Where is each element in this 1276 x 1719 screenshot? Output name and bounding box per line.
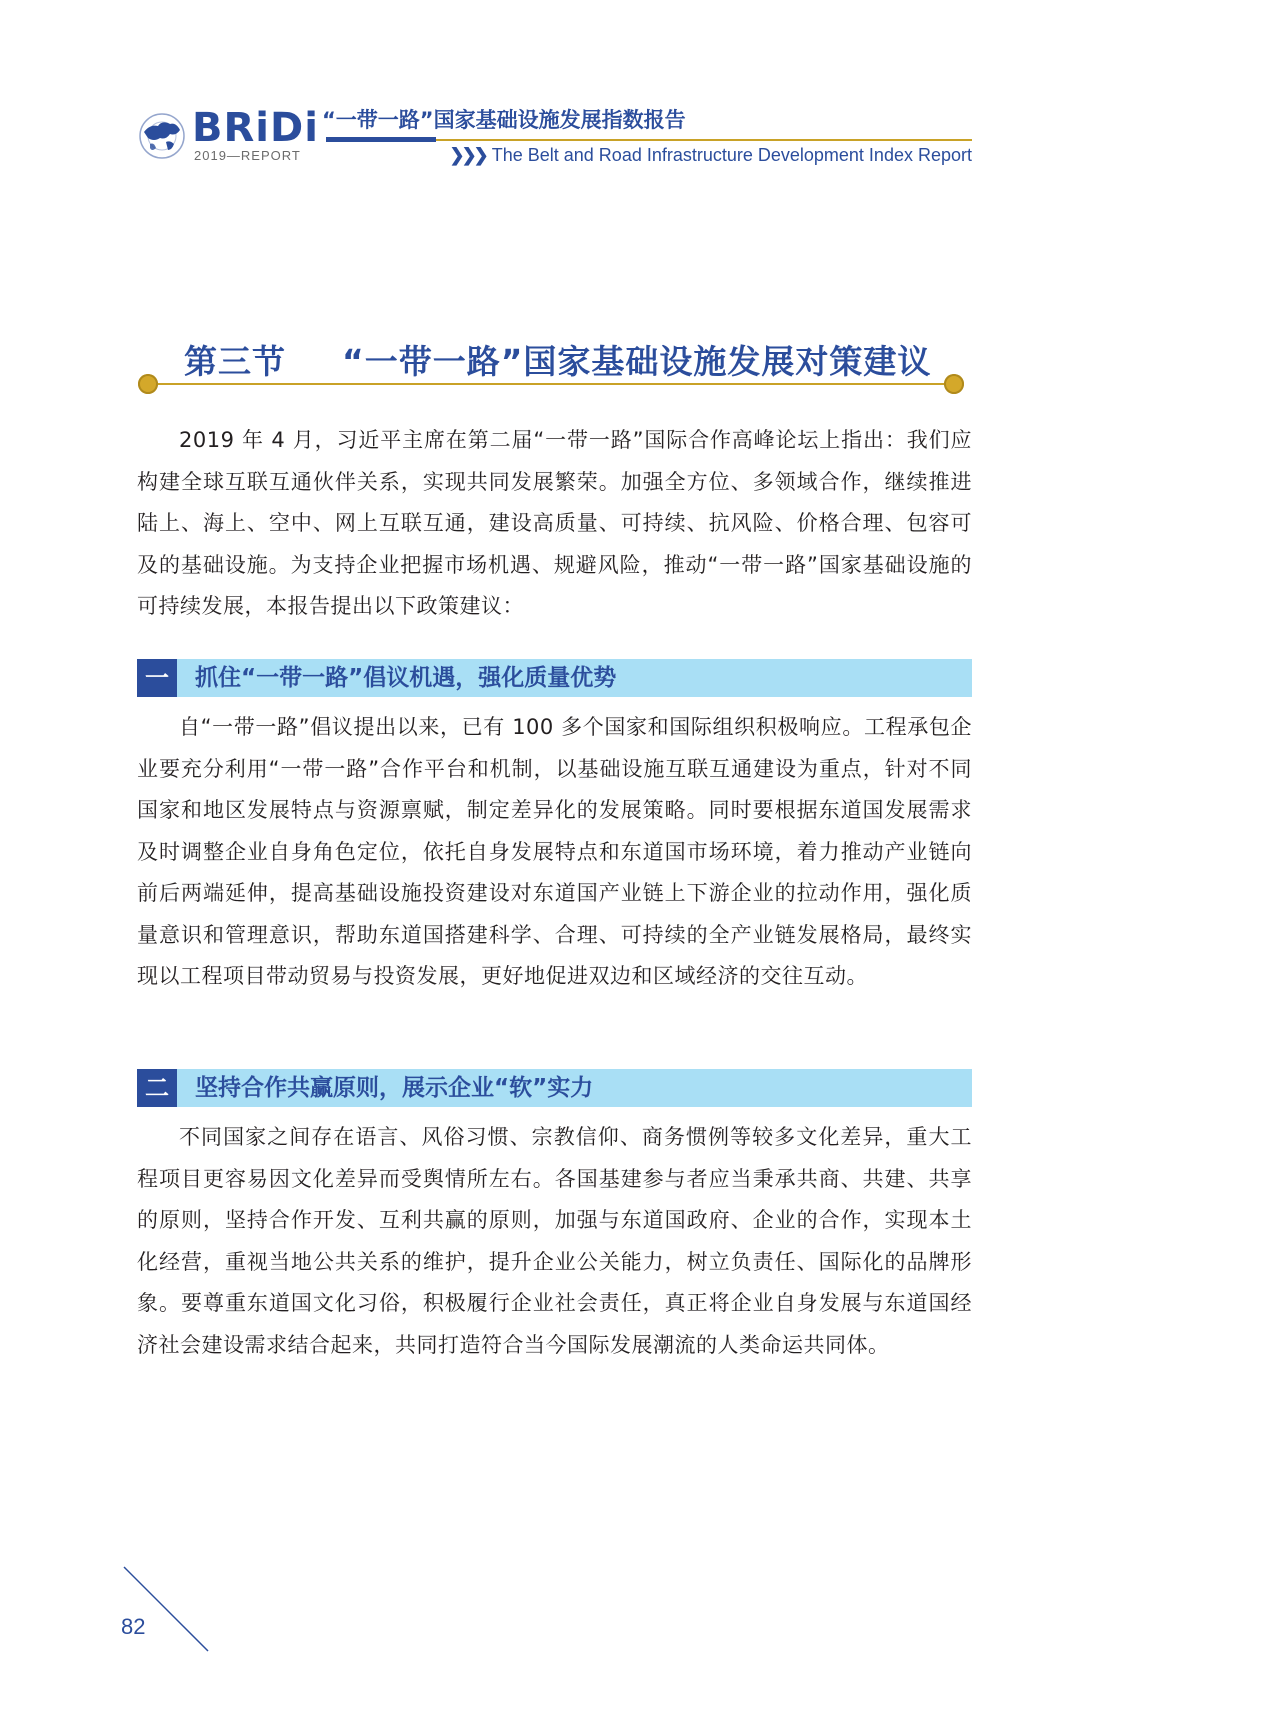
subsection-title: 抓住“一带一路”倡议机遇，强化质量优势: [195, 665, 617, 691]
subsection-title: 坚持合作共赢原则，展示企业“软”实力: [195, 1075, 594, 1101]
bridi-logo: [136, 104, 319, 166]
logo-text: BRiDi: [192, 105, 319, 151]
section-divider: [148, 383, 954, 385]
subsection-body-2: 不同国家之间存在语言、风俗习惯、宗教信仰、商务惯例等较多文化差异，重大工程项目更容易因文化差异而受舆情所左右。各国基建参与者应当秉承共商、共建、共享的原则，坚持合作开发、互利共赢的原则，加强与东道国政府、企业的合作，实现本土化经营，重视当地公共关系的维护，提升企业公关能力，树立负责任、国际化的品牌形象。要尊重东道国文化习俗，积极履行企业社会责任，真正将企业自身发展与东道国经济社会建设需求结合起来，共同打造符合当今国际发展潮流的人类命运共同体。: [137, 1125, 972, 1357]
globe-icon: [136, 106, 192, 162]
section-number: 第三节: [184, 342, 286, 381]
section-title: [184, 336, 931, 383]
report-title-en: [449, 145, 972, 166]
header-rule-accent: [326, 137, 436, 142]
report-title-en-text: The Belt and Road Infrastructure Development Index Report: [491, 145, 972, 165]
intro-paragraph: 2019 年 4 月，习近平主席在第二届“一带一路”国际合作高峰论坛上指出：我们应构建全球互联互通伙伴关系，实现共同发展繁荣。加强全方位、多领域合作，继续推进陆上、海上、空中、网上互联互通，建设高质量、可持续、抗风险、价格合理、包容可及的基础设施。为支持企业把握市场机遇、规避风险，推动“一带一路”国家基础设施的可持续发展，本报告提出以下政策建议：: [137, 428, 972, 618]
page-number: 82: [121, 1614, 146, 1639]
subsection-number: 二: [137, 1069, 177, 1107]
subsection-body-1: 自“一带一路”倡议提出以来，已有 100 多个国家和国际组织积极响应。工程承包企业要充分利用“一带一路”合作平台和机制，以基础设施互联互通建设为重点，针对不同国家和地区发展特点与资源禀赋，制定差异化的发展策略。同时要根据东道国发展需求及时调整企业自身角色定位，依托自身发展特点和东道国市场环境，着力推动产业链向前后两端延伸，提高基础设施投资建设对东道国产业链上下游企业的拉动作用，强化质量意识和管理意识，帮助东道国搭建科学、合理、可持续的全产业链发展格局，最终实现以工程项目带动贸易与投资发展，更好地促进双边和区域经济的交往互动。: [137, 715, 972, 988]
subsection-header-1: [137, 659, 972, 697]
subsection-number: 一: [137, 659, 177, 697]
divider-dot-left: [138, 374, 158, 394]
subsection-header-2: [137, 1069, 972, 1107]
chevron-right-icon: ❯❯❯: [449, 145, 486, 165]
divider-dot-right: [944, 374, 964, 394]
section-heading: “一带一路”国家基础设施发展对策建议: [342, 342, 932, 381]
logo-subtitle: 2019—REPORT: [194, 148, 301, 163]
report-title-cn: “一带一路”国家基础设施发展指数报告: [322, 108, 686, 132]
